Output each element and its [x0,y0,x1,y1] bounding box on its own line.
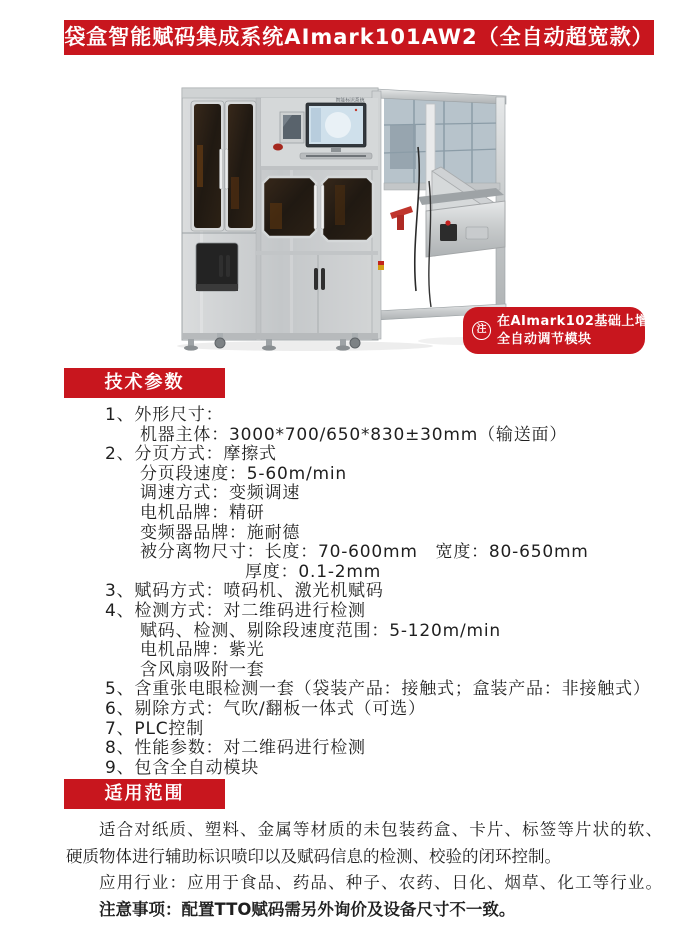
note-icon: 注 [472,321,491,340]
spec-line: 7、PLC控制 [105,718,205,739]
scope-line: 硬质物体进行辅助标识喷印以及赋码信息的检测、校验的闭环控制。 [66,846,561,866]
spec-line: 9、包含全自动模块 [105,757,260,778]
scope-line: 适合对纸质、塑料、金属等材质的未包装药盒、卡片、标签等片状的软、 [99,820,662,839]
tech-spec-list [65,406,677,778]
spec-line: 3、赋码方式：喷码机、激光机赋码 [105,581,384,602]
note-text [497,313,662,349]
spec-line: 调速方式：变频调速 [140,483,301,504]
spec-line: 电机品牌：精研 [140,502,265,523]
spec-line: 5、含重张电眼检测一套（袋装产品：接触式；盒装产品：非接触式） [105,679,651,700]
spec-line: 电机品牌：紫光 [140,640,265,661]
spec-line: 分页段速度：5-60m/min [140,463,347,484]
machine-warning-sticker [378,261,384,270]
section-header-tech: 技术参数 [64,368,225,398]
machine-logo-mark [273,144,283,151]
machine-cabinet [182,88,384,340]
spec-line: 1、外形尺寸： [105,405,224,425]
scope-paragraph [66,817,662,923]
section-header-scope: 适用范围 [64,779,225,809]
note-line-2: 全自动调节模块 [497,331,592,347]
spec-line: 被分离物尺寸：长度：70-600mm 宽度：80-650mm [140,542,589,563]
scope-line: 应用行业：应用于食品、药品、种子、农药、日化、烟草、化工等行业。 [99,873,662,892]
spec-line: 厚度：0.1-2mm [245,561,382,582]
spec-line: 赋码、检测、剔除段速度范围：5-120m/min [140,620,501,641]
page-title: 袋盒智能赋码集成系统AImark101AW2（全自动超宽款） [64,20,654,55]
spec-line: 2、分页方式：摩擦式 [105,444,277,465]
spec-line: 机器主体：3000*700/650*830±30mm（输送面） [140,424,568,445]
scope-line: 注意事项：配置TTO赋码需另外询价及设备尺寸不一致。 [99,899,516,919]
spec-line: 含风扇吸附一套 [140,659,265,680]
machine-monitor [306,103,366,147]
spec-line: 6、剔除方式：气吹/翻板一体式（可选） [105,698,426,719]
note-line-1: 在AImark102基础上增加 [497,313,662,329]
spec-line: 8、性能参数：对二维码进行检测 [105,738,366,759]
spec-line: 4、检测方式：对二维码进行检测 [105,600,366,621]
machine-top-label: 智能标识系统 [335,98,365,104]
note-badge [463,307,662,354]
machine-control-bay [261,97,378,171]
spec-line: 变频器品牌：施耐德 [140,522,301,543]
